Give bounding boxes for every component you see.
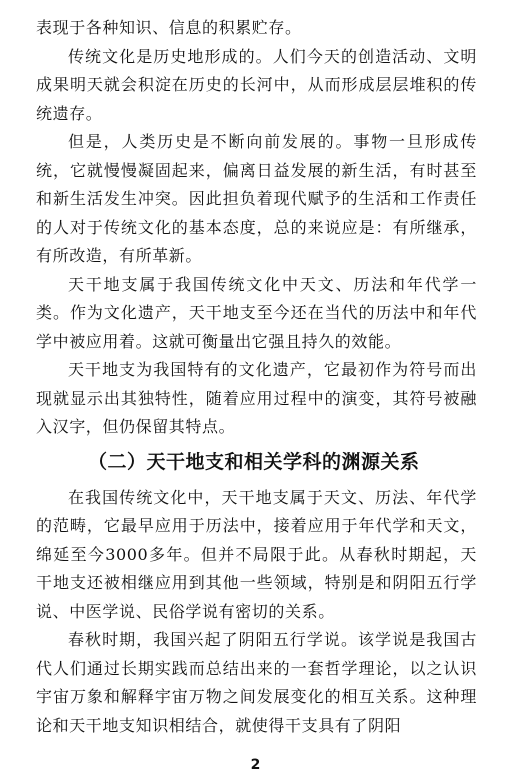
paragraph-attitude-to-tradition: 但是，人类历史是不断向前发展的。事物一旦形成传统，它就慢慢凝固起来，偏离日益发展的新生活，有时甚至和新生活发生冲突。因此担负着现代赋予的生活和工作责任的人对于传统文化的基本态度，总的来说应是：有所继承，有所改造，有所革新。: [36, 132, 477, 265]
paragraph-traditional-culture-formation: 传统文化是历史地形成的。人们今天的创造活动、文明成果明天就会积淀在历史的长河中，从而形成层层堆积的传统遗存。: [36, 46, 477, 123]
page-number: 2: [250, 757, 261, 773]
section-heading: （二）天干地支和相关学科的渊源关系: [88, 450, 420, 473]
paragraph-yin-yang-five-elements: 春秋时期，我国兴起了阴阳五行学说。该学说是我国古代人们通过长期实践而总结出来的一套哲学理论，以之认识宇宙万象和解释宇宙万物之间发展变化的相互关系。这种理论和天干地支知识相结合，就使得干支具有了阴阳: [36, 630, 477, 735]
paragraph-ganzhi-category: 天干地支属于我国传统文化中天文、历法和年代学一类。作为文化遗产，天干地支至今还在当代的历法中和年代学中被应用着。这就可衡量出它强且持久的效能。: [36, 274, 477, 351]
paragraph-ganzhi-uniqueness: 天干地支为我国特有的文化遗产，它最初作为符号而出现就显示出其独特性，随着应用过程中的演变，其符号被融入汉字，但仍保留其特点。: [36, 360, 477, 436]
paragraph-continuation: 表现于各种知识、信息的积累贮存。: [36, 18, 302, 37]
paragraph-ganzhi-fields: 在我国传统文化中，天干地支属于天文、历法、年代学的范畴，它最早应用于历法中，接着应用于年代学和天文，绵延至今3000多年。但并不局限于此。从春秋时期起，天干地支还被相继应用到其他一些领域，特别是和阴阳五行学说、中医学说、民俗学说有密切的关系。: [36, 487, 477, 621]
